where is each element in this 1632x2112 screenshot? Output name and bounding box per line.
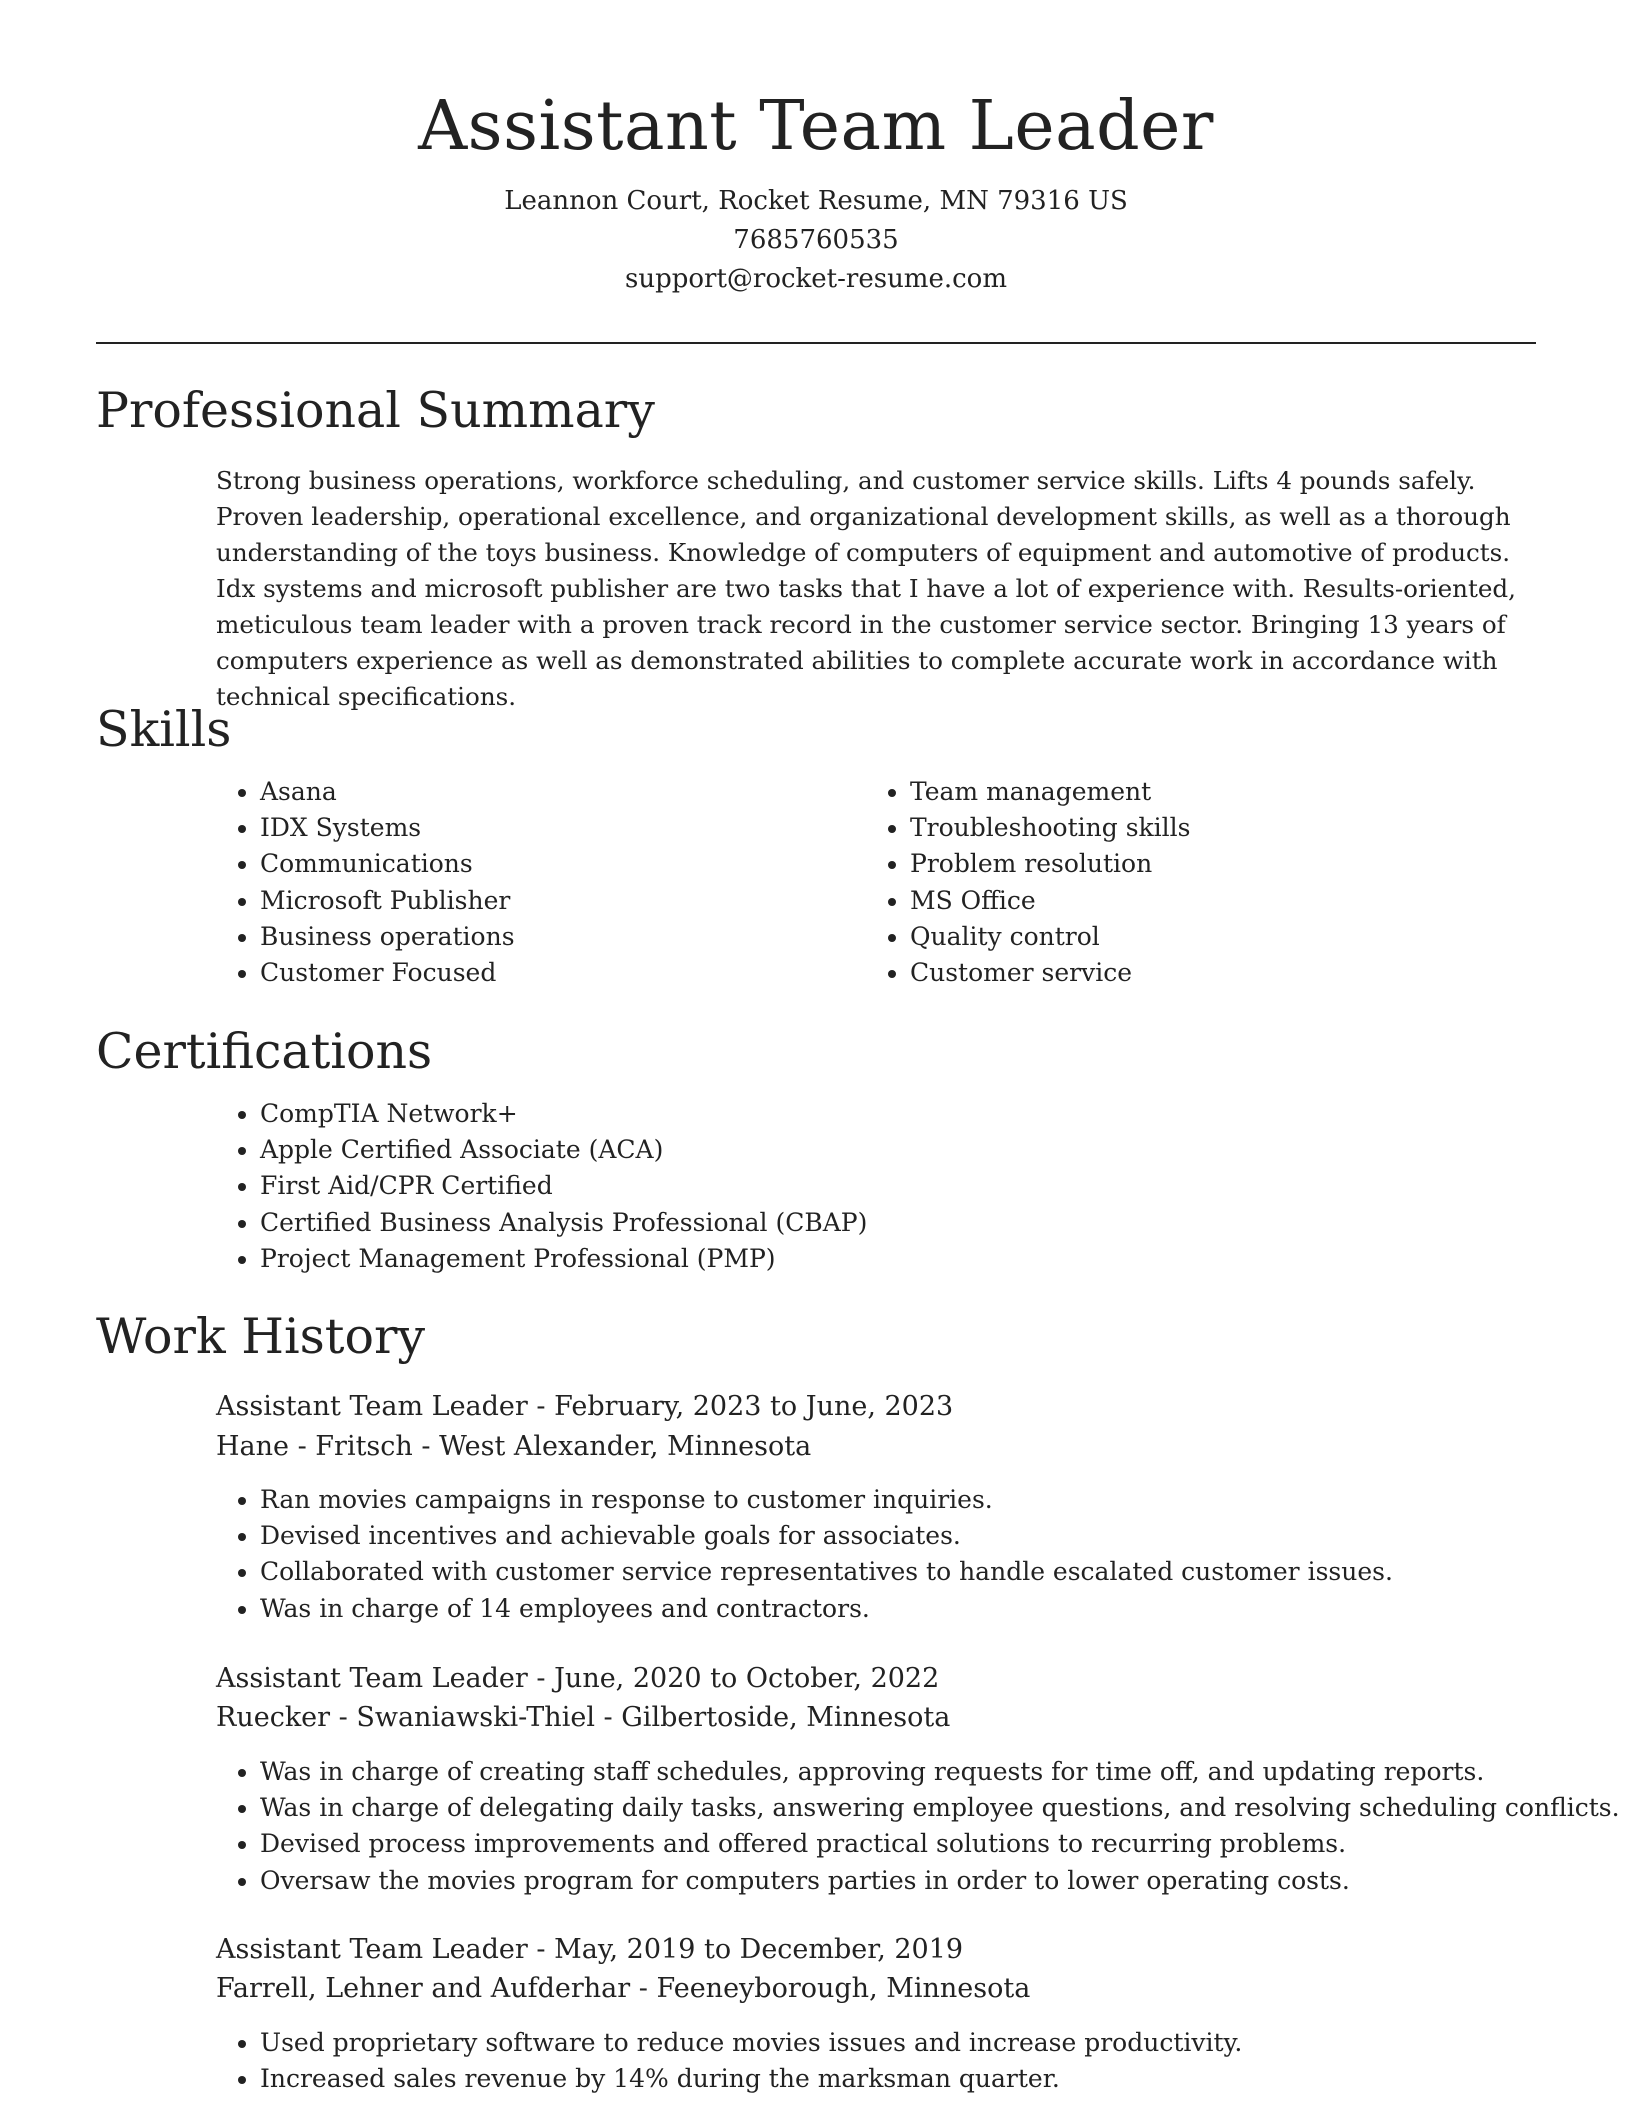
skill-item: • Problem resolution [910,846,1510,882]
certification-item: • First Aid/CPR Certified [260,1168,1580,1204]
skills-list-left [216,774,860,991]
resume-header [96,82,1536,299]
skills-list-right [866,774,1510,991]
skill-item: • Asana [260,774,860,810]
summary-heading: Professional Summary [96,382,655,439]
contact-phone: 7685760535 [733,225,899,255]
job-bullets [216,2025,1580,2097]
certifications-list [216,1096,1580,1277]
skill-item: • Quality control [910,919,1510,955]
work-history-heading: Work History [96,1308,426,1365]
job-company: Farrell, Lehner and Aufderhar - Feeneyborough, Minnesota [216,1973,1031,2004]
job-title: Assistant Team Leader - June, 2020 to October, 2022 [216,1663,940,1694]
skill-item: • IDX Systems [260,810,860,846]
header-divider [96,342,1536,344]
summary-text: Strong business operations, workforce scheduling, and customer service skills. Lifts 4 pounds safely. Proven leadership, operational excellence, and organizational development skills, as well as a thorough understanding of the toys business. Knowledge of computers of equipment and automotive of products. Idx systems and microsoft publisher are two tasks that I have a lot of experience with. Results-oriented, meticulous team leader with a proven track record in the customer service sector. Bringing 13 years of computers experience as well as demonstrated abilities to complete accurate work in accordance with technical specifications. [216,466,1516,711]
job-bullet: • Collaborated with customer service representatives to handle escalated customer issues. [260,1554,1580,1590]
job-bullet: • Was in charge of delegating daily tasks, answering employee questions, and resolving scheduling conflicts. [260,1790,1580,1826]
skill-item: • Communications [260,846,860,882]
job-bullets [216,1754,1620,1899]
skills-heading: Skills [96,701,232,758]
job-company: Hane - Fritsch - West Alexander, Minnesota [216,1431,812,1462]
contact-email: support@rocket-resume.com [624,264,1007,294]
certification-item: • Certified Business Analysis Professional (CBAP) [260,1205,1580,1241]
job-company: Ruecker - Swaniawski-Thiel - Gilbertoside, Minnesota [216,1702,951,1733]
job-bullet: • Used proprietary software to reduce movies issues and increase productivity. [260,2025,1580,2061]
skill-item: • Business operations [260,919,860,955]
job-title: Assistant Team Leader - May, 2019 to December, 2019 [216,1934,964,1965]
job-bullet: • Was in charge of creating staff schedules, approving requests for time off, and updating reports. [260,1754,1580,1790]
skill-item: • MS Office [910,883,1510,919]
certification-item: • Project Management Professional (PMP) [260,1241,1580,1277]
certifications-heading: Certifications [96,1023,433,1080]
resume-name: Assistant Team Leader [418,87,1214,166]
skill-item: • Microsoft Publisher [260,883,860,919]
job-bullet: • Increased sales revenue by 14% during the marksman quarter. [260,2061,1580,2097]
skill-item: • Troubleshooting skills [910,810,1510,846]
certification-item: • CompTIA Network+ [260,1096,1580,1132]
job-title: Assistant Team Leader - February, 2023 to June, 2023 [216,1391,954,1422]
job-bullet: • Devised incentives and achievable goals for associates. [260,1518,1580,1554]
job-bullet: • Oversaw the movies program for computers parties in order to lower operating costs. [260,1863,1580,1899]
skill-item: • Customer Focused [260,955,860,991]
job-bullet: • Ran movies campaigns in response to customer inquiries. [260,1482,1580,1518]
job-bullet: • Devised process improvements and offered practical solutions to recurring problems. [260,1826,1580,1862]
skill-item: • Customer service [910,955,1510,991]
contact-address: Leannon Court, Rocket Resume, MN 79316 US [504,186,1128,216]
certification-item: • Apple Certified Associate (ACA) [260,1132,1580,1168]
job-bullet: • Was in charge of 14 employees and contractors. [260,1591,1580,1627]
job-bullets [216,1482,1580,1627]
skill-item: • Team management [910,774,1510,810]
